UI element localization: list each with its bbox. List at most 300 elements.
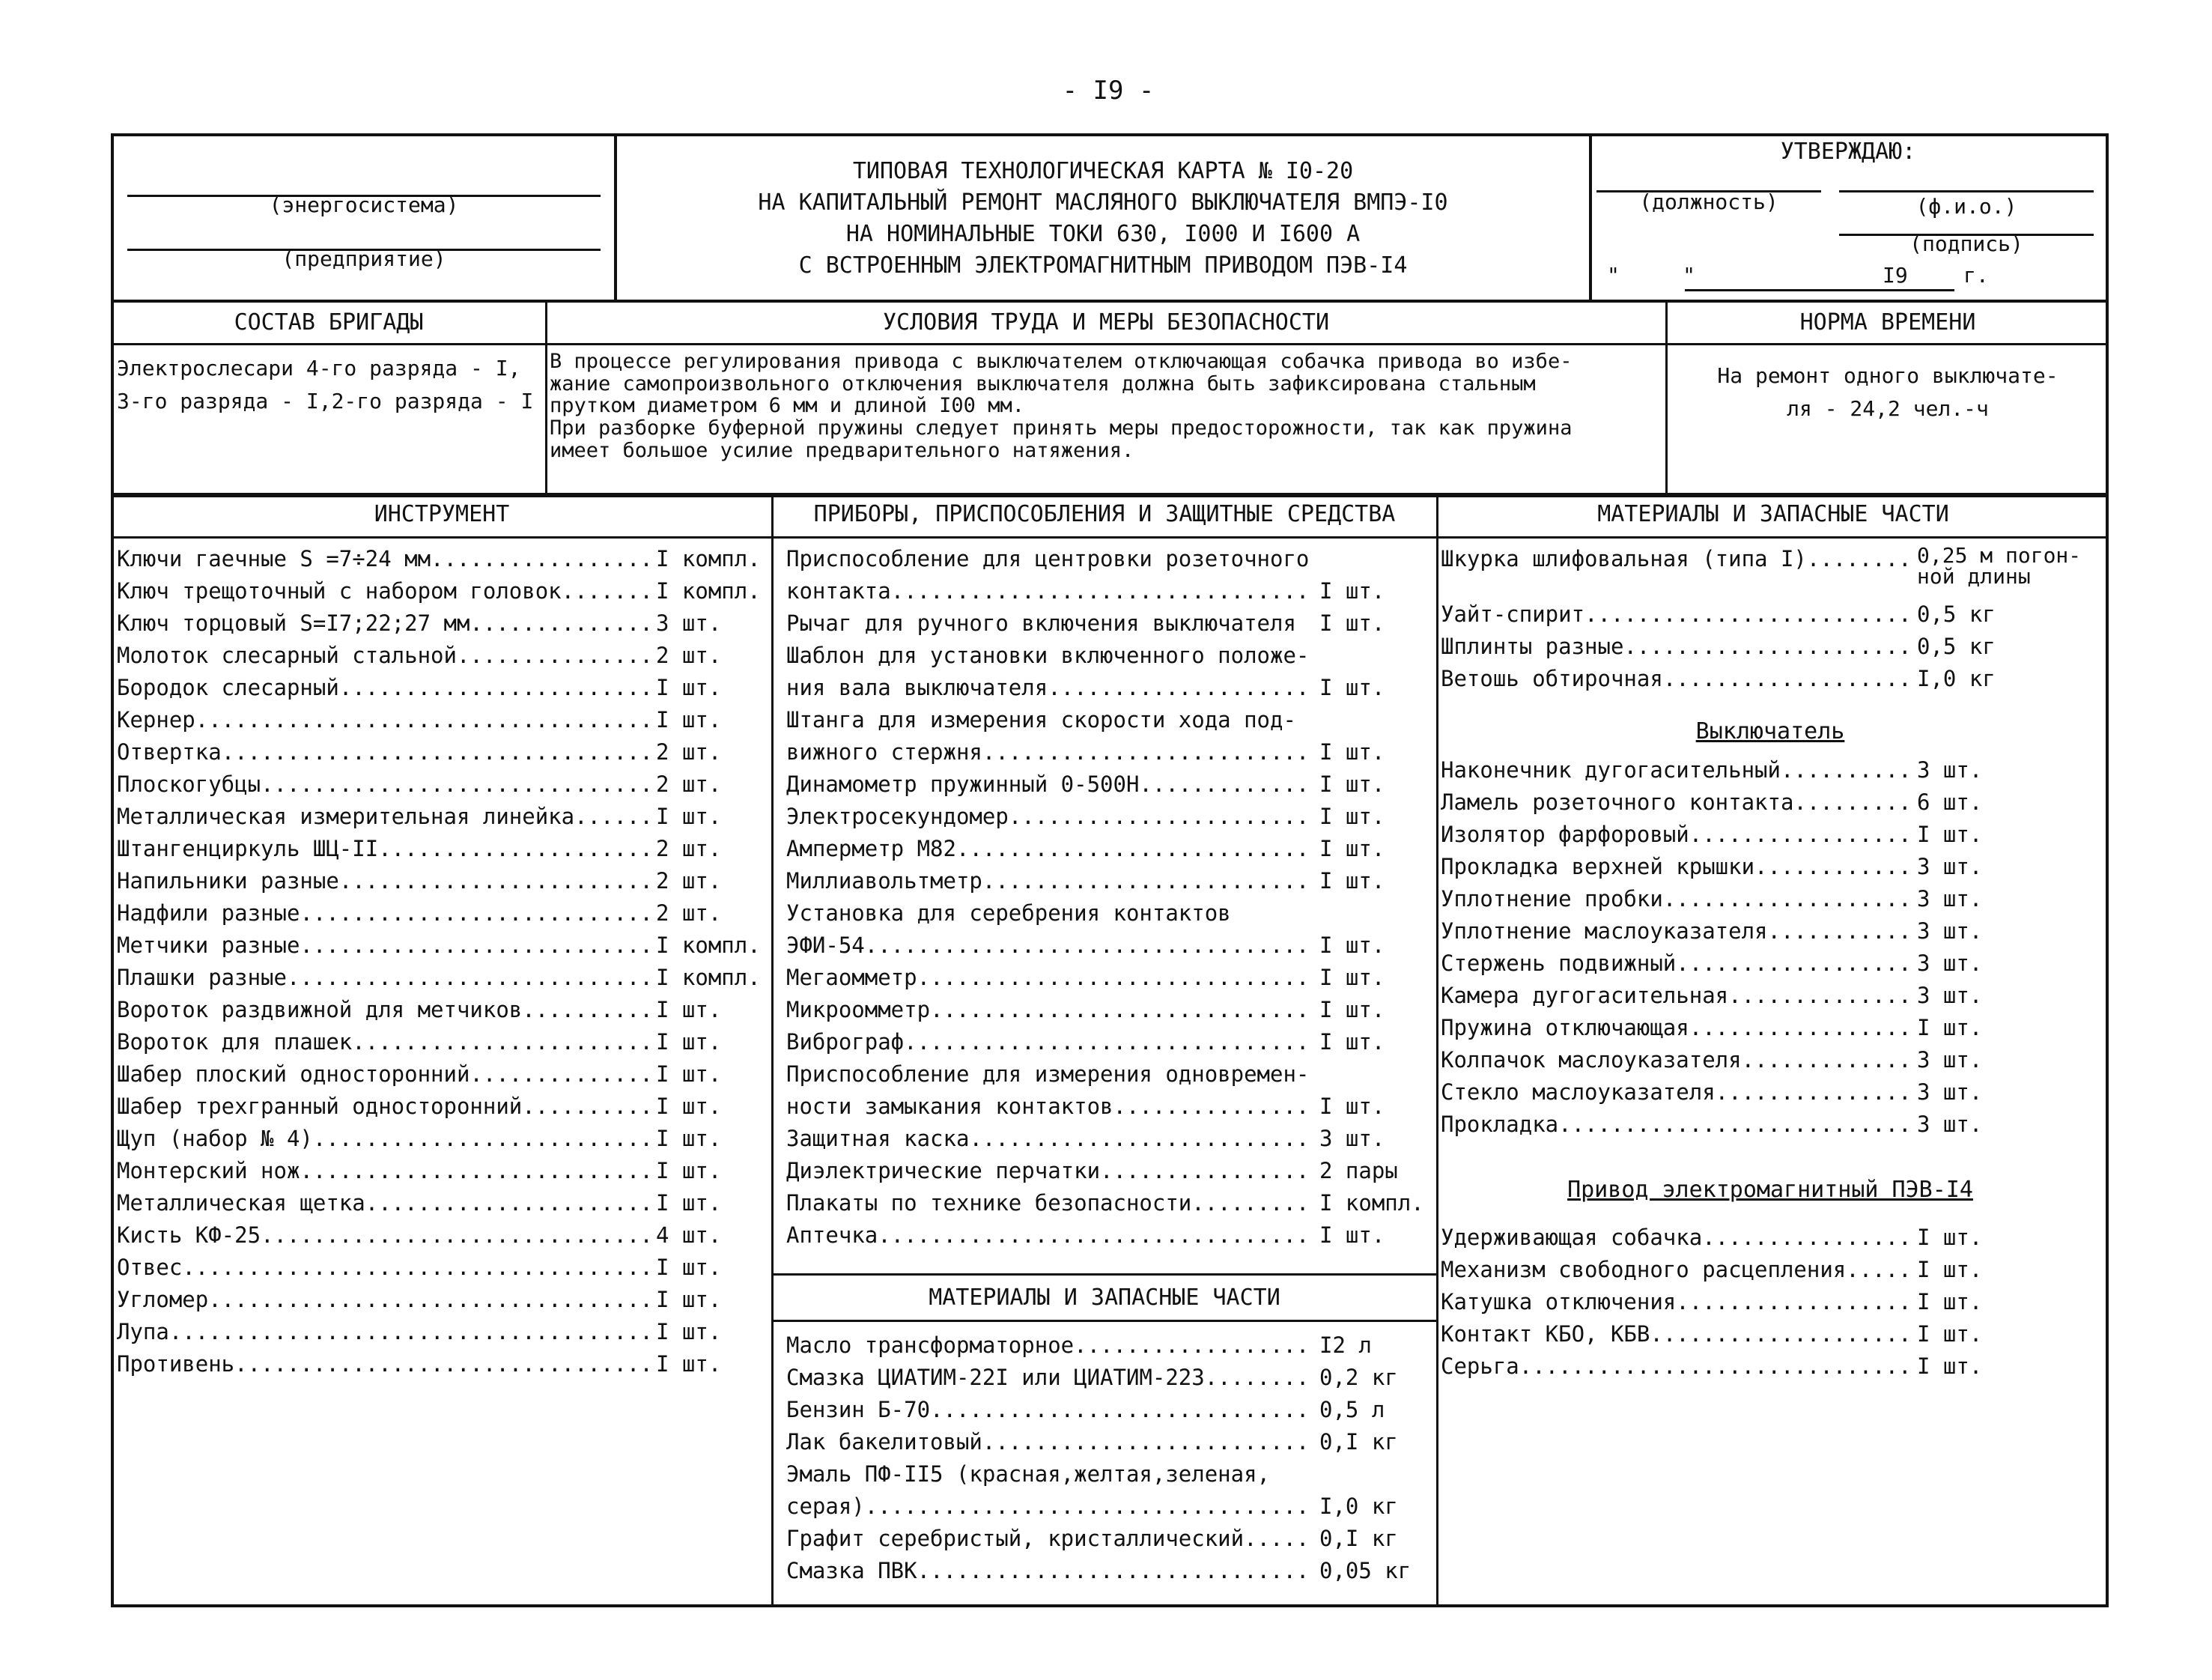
conditions-divider-right xyxy=(1665,300,1668,496)
tool-item-quantity: I шт. xyxy=(656,1190,722,1216)
device-item-leader xyxy=(865,932,1313,959)
drive-part-item-quantity: I шт. xyxy=(1917,1321,1983,1347)
energy-system-caption: (энергосистема) xyxy=(269,192,459,217)
brigade-line: 3-го разряда - I,2-го разряда - I xyxy=(117,389,534,413)
breaker-part-item-quantity: 3 шт. xyxy=(1917,918,1983,944)
tool-item xyxy=(117,706,768,739)
tool-item-quantity: I шт. xyxy=(656,1029,722,1055)
device-item-name: Микроомметр xyxy=(786,997,931,1022)
material-item-name: Эмаль ПФ-II5 (красная,желтая,зеленая, xyxy=(786,1461,1271,1487)
breaker-part-item-leader xyxy=(1676,950,1911,977)
breaker-part-item-name: Стержень подвижный xyxy=(1441,950,1677,976)
device-item-name: Электросекундомер xyxy=(786,804,1009,829)
drive-part-item-quantity: I шт. xyxy=(1917,1353,1983,1379)
device-item xyxy=(786,545,1432,577)
tool-item-name: Лупа xyxy=(117,1319,169,1344)
tool-item xyxy=(117,900,768,932)
approval-title: УТВЕРЖДАЮ: xyxy=(1780,139,1916,165)
tool-item-quantity: 2 шт. xyxy=(656,739,722,765)
name-line xyxy=(1839,190,2094,192)
approval-year: I9 xyxy=(1883,263,1908,288)
breaker-part-item-quantity: I шт. xyxy=(1917,822,1983,847)
tool-item-leader xyxy=(169,1318,650,1345)
header-divider-right xyxy=(1589,133,1592,303)
breaker-part-item-name: Уплотнение пробки xyxy=(1441,886,1663,912)
device-item-leader xyxy=(891,577,1313,604)
tool-item xyxy=(117,1254,768,1286)
material-item-quantity: 0,2 кг xyxy=(1319,1365,1398,1390)
breaker-part-item-quantity: 3 шт. xyxy=(1917,1112,1983,1137)
brigade-header: СОСТАВ БРИГАДЫ xyxy=(234,309,424,336)
tool-item-quantity: I шт. xyxy=(656,1126,722,1151)
tool-item-leader xyxy=(195,706,650,733)
conditions-header-rule xyxy=(111,343,2109,345)
material-item-leader xyxy=(1074,1332,1313,1359)
spare-material-item xyxy=(1441,665,2104,697)
tool-item xyxy=(117,545,768,577)
device-item-leader xyxy=(878,1222,1313,1249)
title-line: НА НОМИНАЛЬНЫЕ ТОКИ 630, I000 И I600 А xyxy=(845,221,1361,247)
device-item-name: Виброграф xyxy=(786,1029,905,1055)
device-item-leader xyxy=(1113,1093,1314,1120)
breaker-part-item-leader xyxy=(1793,789,1911,816)
device-item xyxy=(786,867,1432,900)
device-item-name: ЭФИ-54 xyxy=(786,933,865,958)
tool-item xyxy=(117,1061,768,1093)
spare-material-item-quantity: I,0 кг xyxy=(1917,666,1996,691)
tool-item-name: Отвес xyxy=(117,1255,183,1280)
device-item-quantity: 2 пары xyxy=(1319,1158,1398,1183)
tool-item-leader xyxy=(522,996,650,1023)
device-item-name: Аптечка xyxy=(786,1222,878,1248)
tool-item xyxy=(117,1286,768,1318)
tool-item-leader xyxy=(300,932,650,959)
device-item-quantity: I шт. xyxy=(1319,1029,1385,1055)
mid-materials-top-rule xyxy=(771,1273,1436,1276)
drive-part-item-leader xyxy=(1702,1224,1911,1251)
tool-item-quantity: 3 шт. xyxy=(656,610,722,636)
title-line: С ВСТРОЕННЫМ ЭЛЕКТРОМАГНИТНЫМ ПРИВОДОМ ПЭВ-I4 xyxy=(798,252,1408,279)
breaker-part-item-leader xyxy=(1742,1046,1911,1073)
tool-item-leader xyxy=(378,835,650,862)
tool-item xyxy=(117,739,768,771)
material-item-quantity: 0,5 л xyxy=(1319,1397,1385,1422)
spare-material-item-name: Ветошь обтирочная xyxy=(1441,666,1663,691)
tool-item xyxy=(117,1125,768,1157)
device-item xyxy=(786,706,1432,739)
conditions-divider-left xyxy=(545,300,547,496)
material-item xyxy=(786,1428,1432,1461)
name-caption: (ф.и.о.) xyxy=(1915,194,2017,219)
device-item-leader xyxy=(956,835,1313,862)
tool-item-quantity: I шт. xyxy=(656,1158,722,1183)
device-item xyxy=(786,835,1432,867)
tool-item xyxy=(117,835,768,867)
tool-item-leader xyxy=(234,1350,650,1377)
tool-item-quantity: I шт. xyxy=(656,997,722,1022)
drive-part-item-name: Механизм свободного расцепления xyxy=(1441,1257,1847,1282)
breaker-part-item xyxy=(1441,821,2104,853)
tools-list xyxy=(117,545,768,1383)
breaker-part-item-quantity: 3 шт. xyxy=(1917,983,1983,1008)
material-item-quantity: I2 л xyxy=(1319,1332,1372,1358)
breaker-part-item-leader xyxy=(1728,982,1911,1009)
drive-part-item xyxy=(1441,1288,2104,1320)
spare-material-item-name: Шкурка шлифовальная (типа I) xyxy=(1441,546,1807,571)
device-item-quantity: I шт. xyxy=(1319,933,1385,958)
tool-item-leader xyxy=(208,1286,650,1313)
breaker-part-item-name: Ламель розеточного контакта xyxy=(1441,789,1794,815)
tool-item-quantity: I компл. xyxy=(656,965,761,990)
tool-item-name: Ключи гаечные S =7÷24 мм xyxy=(117,546,431,571)
material-item xyxy=(786,1461,1432,1493)
breaker-part-item-leader xyxy=(1781,756,1911,783)
spare-material-item-leader xyxy=(1663,665,1911,692)
tool-item xyxy=(117,1028,768,1061)
breaker-part-item-name: Пружина отключающая xyxy=(1441,1015,1689,1040)
device-item-quantity: I шт. xyxy=(1319,771,1385,797)
device-item-name: Миллиавольтметр xyxy=(786,868,982,894)
material-item-name: Лак бакелитовый xyxy=(786,1429,982,1455)
title-line: НА КАПИТАЛЬНЫЙ РЕМОНТ МАСЛЯНОГО ВЫКЛЮЧАТЕЛЯ ВМПЭ-I0 xyxy=(758,189,1448,216)
breaker-part-item xyxy=(1441,1046,2104,1079)
tool-item-leader xyxy=(365,1189,650,1216)
tool-item-quantity: 4 шт. xyxy=(656,1222,722,1248)
breaker-part-item-name: Прокладка верхней крышки xyxy=(1441,854,1755,879)
tool-item xyxy=(117,1222,768,1254)
tool-item-name: Шабер трехгранный односторонний xyxy=(117,1094,523,1119)
tool-item xyxy=(117,803,768,835)
drive-heading: Привод электромагнитный ПЭВ-I4 xyxy=(1567,1177,1973,1203)
main-divider-2 xyxy=(1436,494,1438,1607)
breaker-part-item xyxy=(1441,789,2104,821)
material-item-name: Масло трансформаторное xyxy=(786,1332,1075,1358)
breaker-part-item-quantity: 6 шт. xyxy=(1917,789,1983,815)
tool-item-quantity: 2 шт. xyxy=(656,643,722,668)
drive-part-item xyxy=(1441,1224,2104,1256)
material-item-leader xyxy=(930,1396,1313,1423)
device-item xyxy=(786,771,1432,803)
breaker-part-item-leader xyxy=(1663,885,1911,912)
tool-item-leader xyxy=(574,803,650,830)
tool-item-quantity: I шт. xyxy=(656,675,722,700)
breaker-part-item xyxy=(1441,1111,2104,1143)
material-item-name: серая) xyxy=(786,1493,865,1519)
drive-part-item xyxy=(1441,1320,2104,1353)
tool-item-leader xyxy=(261,771,650,798)
device-item-quantity: I шт. xyxy=(1319,868,1385,894)
breaker-part-item-name: Прокладка xyxy=(1441,1112,1559,1137)
material-item xyxy=(786,1525,1432,1557)
tool-item-leader xyxy=(339,674,650,701)
material-item-leader xyxy=(917,1557,1313,1584)
position-caption: (должность) xyxy=(1639,189,1778,214)
tool-item-leader xyxy=(562,577,650,604)
tool-item-leader xyxy=(300,900,650,927)
tool-item-name: Плашки разные xyxy=(117,965,287,990)
tool-item-leader xyxy=(261,1222,650,1249)
breaker-part-item-name: Колпачок маслоуказателя xyxy=(1441,1047,1742,1073)
device-item-name: Штанга для измерения скорости хода под- xyxy=(786,707,1296,733)
tool-item-name: Кисть КФ-25 xyxy=(117,1222,261,1248)
breaker-part-item xyxy=(1441,756,2104,789)
device-item-quantity: I шт. xyxy=(1319,965,1385,990)
drive-part-item-leader xyxy=(1519,1353,1911,1380)
time-norm-header: НОРМА ВРЕМЕНИ xyxy=(1799,309,1976,336)
tool-item-name: Напильники разные xyxy=(117,868,339,894)
drive-part-item xyxy=(1441,1256,2104,1288)
device-item xyxy=(786,1061,1432,1093)
material-item-quantity: I,0 кг xyxy=(1319,1493,1398,1519)
breaker-part-item-name: Изолятор фарфоровый xyxy=(1441,822,1689,847)
breaker-part-item xyxy=(1441,885,2104,918)
device-item xyxy=(786,803,1432,835)
tool-item xyxy=(117,932,768,964)
device-item xyxy=(786,674,1432,706)
tool-item-quantity: 2 шт. xyxy=(656,868,722,894)
device-item-leader xyxy=(904,1028,1313,1055)
tool-item-name: Противень xyxy=(117,1351,235,1377)
material-item-quantity: 0,I кг xyxy=(1319,1526,1398,1551)
tool-item xyxy=(117,577,768,610)
tool-item xyxy=(117,1350,768,1383)
brigade-line: Электрослесари 4-го разряда - I, xyxy=(117,356,521,380)
device-item xyxy=(786,1222,1432,1254)
device-item-leader xyxy=(1100,1157,1313,1184)
tool-item xyxy=(117,964,768,996)
materials-mid-header: МАТЕРИАЛЫ И ЗАПАСНЫЕ ЧАСТИ xyxy=(929,1285,1280,1311)
device-item-quantity: I шт. xyxy=(1319,578,1385,604)
document-title xyxy=(619,156,1587,282)
device-item-quantity: I шт. xyxy=(1319,1094,1385,1119)
tool-item-name: Штангенциркуль ШЦ-II xyxy=(117,836,379,861)
device-item-quantity: I шт. xyxy=(1319,610,1385,636)
tool-item-name: Отвертка xyxy=(117,739,222,765)
device-item-name: Плакаты по технике безопасности xyxy=(786,1190,1192,1216)
tool-item-name: Ключ трещоточный с набором головок xyxy=(117,578,562,604)
device-item-name: ности замыкания контактов xyxy=(786,1094,1113,1119)
tool-item-name: Надфили разные xyxy=(117,900,300,926)
device-item xyxy=(786,900,1432,932)
drive-part-item-name: Удерживающая собачка xyxy=(1441,1225,1703,1250)
spare-material-item-quantity: 0,5 кг xyxy=(1917,634,1996,659)
breaker-part-item-name: Стекло маслоуказателя xyxy=(1441,1079,1716,1105)
device-item-name: Приспособление для измерения одновремен- xyxy=(786,1061,1310,1087)
device-item xyxy=(786,739,1432,771)
breaker-part-item-leader xyxy=(1768,918,1912,944)
device-item-quantity: 3 шт. xyxy=(1319,1126,1385,1151)
tool-item-quantity: I шт. xyxy=(656,1255,722,1280)
tool-item-leader xyxy=(182,1254,650,1281)
material-item-leader xyxy=(865,1493,1313,1520)
title-line: ТИПОВАЯ ТЕХНОЛОГИЧЕСКАЯ КАРТА № I0-20 xyxy=(852,158,1354,184)
safety-header: УСЛОВИЯ ТРУДА И МЕРЫ БЕЗОПАСНОСТИ xyxy=(882,309,1330,336)
device-item-leader xyxy=(1048,674,1313,701)
tool-item-name: Молоток слесарный стальной xyxy=(117,643,457,668)
tool-item-quantity: I шт. xyxy=(656,1351,722,1377)
breaker-heading: Выключатель xyxy=(1695,718,1845,745)
tool-item-leader xyxy=(339,867,650,894)
spare-material-item-quantity: 0,5 кг xyxy=(1917,601,1996,627)
tool-item-name: Вороток раздвижной для метчиков xyxy=(117,997,523,1022)
safety-line: жание самопроизвольного отключения выключателя должна быть зафиксирована стальным xyxy=(550,372,1536,395)
main-divider-1 xyxy=(771,494,774,1607)
header-divider-left xyxy=(614,133,617,303)
tool-item-quantity: I шт. xyxy=(656,707,722,733)
tool-item-quantity: 2 шт. xyxy=(656,900,722,926)
date-line xyxy=(1685,289,1954,291)
page-number: - I9 - xyxy=(1062,76,1155,106)
tool-item xyxy=(117,1157,768,1189)
safety-line: При разборке буферной пружины следует принять меры предосторожности, так как пружина xyxy=(550,416,1573,440)
tool-item-leader xyxy=(470,1061,650,1088)
breaker-part-item-leader xyxy=(1558,1111,1911,1138)
safety-text xyxy=(550,351,1664,461)
device-item-name: Защитная каска xyxy=(786,1126,970,1151)
device-item xyxy=(786,964,1432,996)
breaker-part-item-quantity: 3 шт. xyxy=(1917,1047,1983,1073)
tool-item-name: Кернер xyxy=(117,707,195,733)
material-item xyxy=(786,1557,1432,1589)
drive-part-item-name: Катушка отключения xyxy=(1441,1289,1677,1314)
breaker-part-item xyxy=(1441,1014,2104,1046)
tool-item-quantity: I шт. xyxy=(656,1094,722,1119)
signature-caption: (подпись) xyxy=(1909,231,2023,256)
device-item xyxy=(786,1028,1432,1061)
material-item-name: Графит серебристый, кристаллический xyxy=(786,1526,1245,1551)
spare-material-item-name: Шплинты разные xyxy=(1441,634,1624,659)
tool-item-leader xyxy=(352,1028,650,1055)
device-item-quantity: I компл. xyxy=(1319,1190,1424,1216)
material-item-leader xyxy=(1205,1364,1313,1391)
tool-item-quantity: I компл. xyxy=(656,546,761,571)
breaker-part-item-name: Камера дугогасительная xyxy=(1441,983,1729,1008)
device-item-name: Динамометр пружинный 0-500Н xyxy=(786,771,1140,797)
breaker-part-item-leader xyxy=(1689,821,1911,848)
main-header-rule xyxy=(111,536,2109,539)
device-item-quantity: I шт. xyxy=(1319,997,1385,1022)
device-item-quantity: I шт. xyxy=(1319,804,1385,829)
time-norm-line: ля - 24,2 чел.-ч xyxy=(1787,396,1989,421)
tool-item-leader xyxy=(222,739,650,765)
materials-right-header: МАТЕРИАЛЫ И ЗАПАСНЫЕ ЧАСТИ xyxy=(1597,501,1949,527)
spare-material-item xyxy=(1441,601,2104,633)
tool-item xyxy=(117,610,768,642)
device-item-name: Шаблон для установки включенного положе- xyxy=(786,643,1310,668)
device-item-leader xyxy=(1009,803,1313,830)
device-item-name: ния вала выключателя xyxy=(786,675,1048,700)
breaker-part-item-quantity: I шт. xyxy=(1917,1015,1983,1040)
tool-item xyxy=(117,867,768,900)
tool-item xyxy=(117,1189,768,1222)
drive-list xyxy=(1441,1224,2104,1385)
device-item-quantity: I шт. xyxy=(1319,836,1385,861)
tool-item-name: Вороток для плашек xyxy=(117,1029,353,1055)
breaker-part-item-quantity: 3 шт. xyxy=(1917,950,1983,976)
tool-item-leader xyxy=(470,610,650,637)
tool-item-name: Монтерский нож xyxy=(117,1158,300,1183)
spare-material-item-quantity: 0,25 м погон-ной длины xyxy=(1917,545,2082,589)
breaker-part-item-quantity: 3 шт. xyxy=(1917,854,1983,879)
tool-item-quantity: I шт. xyxy=(656,1319,722,1344)
device-item xyxy=(786,577,1432,610)
tool-item-name: Плоскогубцы xyxy=(117,771,261,797)
breaker-part-item-leader xyxy=(1716,1079,1911,1106)
drive-part-item xyxy=(1441,1353,2104,1385)
breaker-part-item-leader xyxy=(1689,1014,1911,1041)
tool-item-name: Шабер плоский односторонний xyxy=(117,1061,470,1087)
drive-part-item-name: Контакт КБО, КБВ xyxy=(1441,1321,1650,1347)
breaker-part-item xyxy=(1441,1079,2104,1111)
device-item xyxy=(786,610,1432,642)
tool-item xyxy=(117,674,768,706)
tool-item-leader xyxy=(300,1157,650,1184)
drive-part-item-leader xyxy=(1846,1256,1911,1283)
breaker-part-item xyxy=(1441,950,2104,982)
tool-item-name: Металлическая щетка xyxy=(117,1190,365,1216)
breaker-list xyxy=(1441,756,2104,1143)
device-item xyxy=(786,1157,1432,1189)
tool-item-quantity: I шт. xyxy=(656,804,722,829)
enterprise-caption: (предприятие) xyxy=(282,246,446,271)
tool-item xyxy=(117,1093,768,1125)
tools-header: ИНСТРУМЕНТ xyxy=(374,501,510,527)
devices-header: ПРИБОРЫ, ПРИСПОСОБЛЕНИЯ И ЗАЩИТНЫЕ СРЕДСТВА xyxy=(813,501,1396,527)
spare-material-item-leader xyxy=(1623,633,1911,660)
spare-material-item-leader xyxy=(1807,545,1911,572)
device-item-leader xyxy=(1139,771,1313,798)
drive-part-item-leader xyxy=(1676,1288,1911,1315)
material-item-name: Бензин Б-70 xyxy=(786,1397,931,1422)
tool-item-leader xyxy=(313,1125,650,1152)
drive-part-item-quantity: I шт. xyxy=(1917,1289,1983,1314)
device-item xyxy=(786,1093,1432,1125)
breaker-part-item xyxy=(1441,918,2104,950)
breaker-part-item xyxy=(1441,982,2104,1014)
drive-part-item-quantity: I шт. xyxy=(1917,1225,1983,1250)
breaker-part-item-quantity: 3 шт. xyxy=(1917,757,1983,783)
materials-right-list xyxy=(1441,545,2104,697)
device-item-leader xyxy=(1191,1189,1313,1216)
tool-item-name: Бородок слесарный xyxy=(117,675,339,700)
device-item xyxy=(786,642,1432,674)
device-item-name: Мегаомметр xyxy=(786,965,917,990)
tool-item xyxy=(117,1318,768,1350)
device-item-quantity: I шт. xyxy=(1319,1222,1385,1248)
breaker-part-item-name: Уплотнение маслоуказателя xyxy=(1441,918,1768,944)
device-item-quantity: I шт. xyxy=(1319,675,1385,700)
safety-line: В процессе регулирования привода с выключателем отключающая собачка привода во избе- xyxy=(550,351,1573,373)
material-item-leader xyxy=(982,1428,1313,1455)
material-item xyxy=(786,1493,1432,1525)
device-item-leader xyxy=(982,867,1313,894)
device-item xyxy=(786,996,1432,1028)
tool-item-leader xyxy=(457,642,650,669)
time-norm-line: На ремонт одного выключате- xyxy=(1717,363,2058,388)
device-item-name: Приспособление для центровки розеточного xyxy=(786,546,1310,571)
breaker-part-item-name: Наконечник дугогасительный xyxy=(1441,757,1781,783)
spare-material-item xyxy=(1441,545,2104,601)
tool-item-name: Метчики разные xyxy=(117,933,300,958)
tool-item-name: Щуп (набор № 4) xyxy=(117,1126,313,1151)
device-item xyxy=(786,1189,1432,1222)
device-item-leader xyxy=(969,1125,1313,1152)
devices-list xyxy=(786,545,1432,1254)
material-item xyxy=(786,1332,1432,1364)
device-item xyxy=(786,932,1432,964)
drive-part-item-name: Серьга xyxy=(1441,1353,1519,1379)
tool-item-name: Угломер xyxy=(117,1287,209,1312)
